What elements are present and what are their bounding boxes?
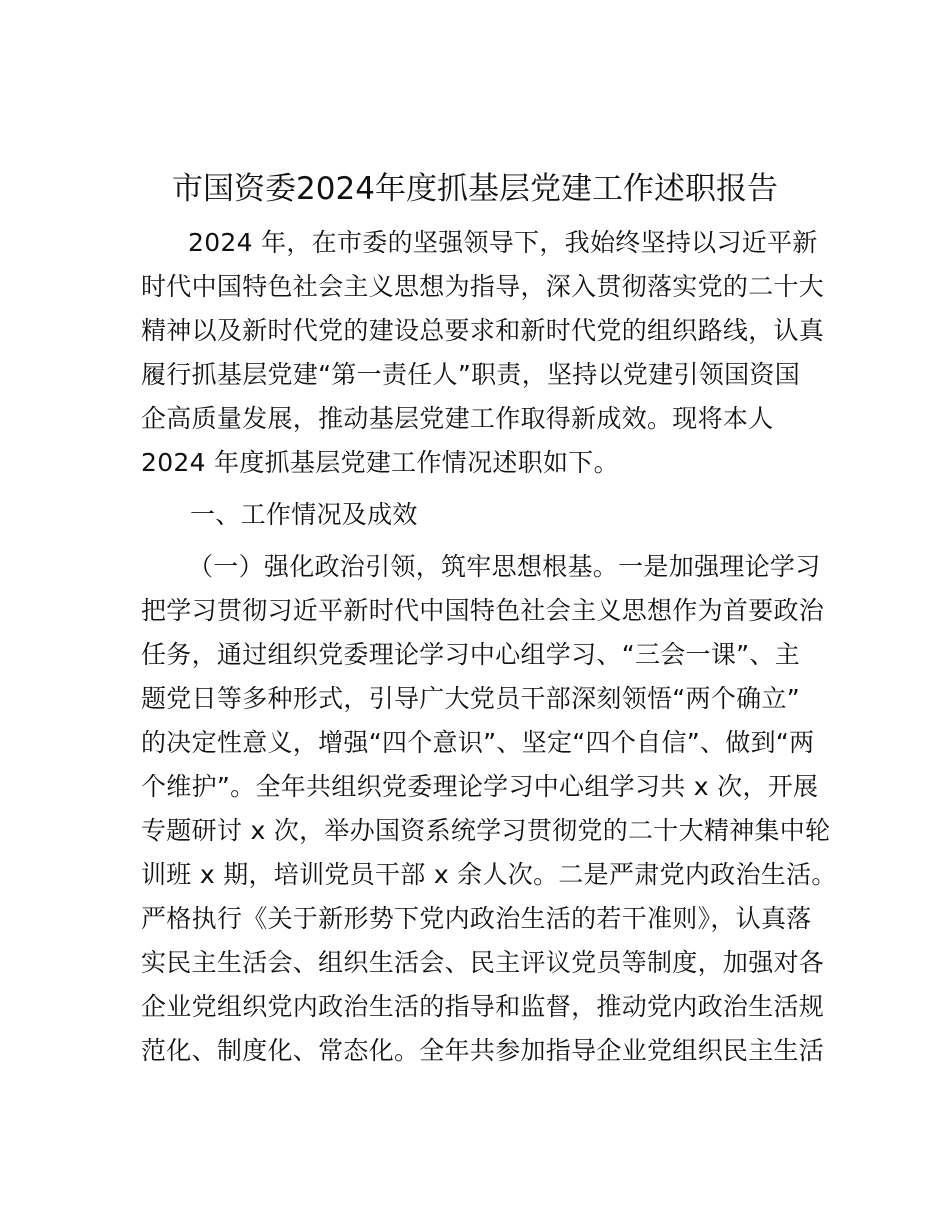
paragraph-line: 严格执行《关于新形势下党内政治生活的若干准则》，认真落 (141, 904, 812, 933)
paragraph-line: 范化、制度化、常态化。全年共参加指导企业党组织民主生活 (141, 1036, 825, 1065)
paragraph-line: 实民主生活会、组织生活会、民主评议党员等制度，加强对各 (141, 948, 825, 977)
document-title: 市国资委2024年度抓基层党建工作述职报告 (172, 171, 778, 207)
paragraph-line: 企高质量发展，推动基层党建工作取得新成效。现将本人 (141, 404, 774, 433)
paragraph-line: 精神以及新时代党的建设总要求和新时代党的组织路线，认真 (141, 316, 825, 345)
paragraph-line: 任务，通过组织党委理论学习中心组学习、“三会一课”、主 (141, 640, 801, 669)
paragraph-line: 专题研讨 x 次，举办国资系统学习贯彻党的二十大精神集中轮 (141, 816, 831, 845)
paragraph-line: 2024 年度抓基层党建工作情况述职如下。 (141, 448, 619, 477)
paragraph-line: （一）强化政治引领，筑牢思想根基。一是加强理论学习 (188, 552, 821, 581)
paragraph-line: 题党日等多种形式，引导广大党员干部深刻领悟“两个确立” (141, 684, 801, 713)
paragraph-line: 的决定性意义，增强“四个意识”、坚定“四个自信”、做到“两 (141, 728, 815, 757)
paragraph-line: 个维护”。全年共组织党委理论学习中心组学习共 x 次，开展 (141, 772, 819, 801)
section-heading: 一、工作情况及成效 (190, 500, 418, 529)
paragraph-line: 训班 x 期，培训党员干部 x 余人次。二是严肃党内政治生活。 (141, 860, 837, 889)
paragraph-line: 企业党组织党内政治生活的指导和监督，推动党内政治生活规 (141, 992, 825, 1021)
paragraph-line: 履行抓基层党建“第一责任人”职责，坚持以党建引领国资国 (141, 360, 801, 389)
paragraph-line: 时代中国特色社会主义思想为指导，深入贯彻落实党的二十大 (141, 272, 825, 301)
paragraph-line: 2024 年，在市委的坚强领导下，我始终坚持以习近平新 (188, 228, 818, 257)
paragraph-line: 把学习贯彻习近平新时代中国特色社会主义思想作为首要政治 (141, 596, 825, 625)
